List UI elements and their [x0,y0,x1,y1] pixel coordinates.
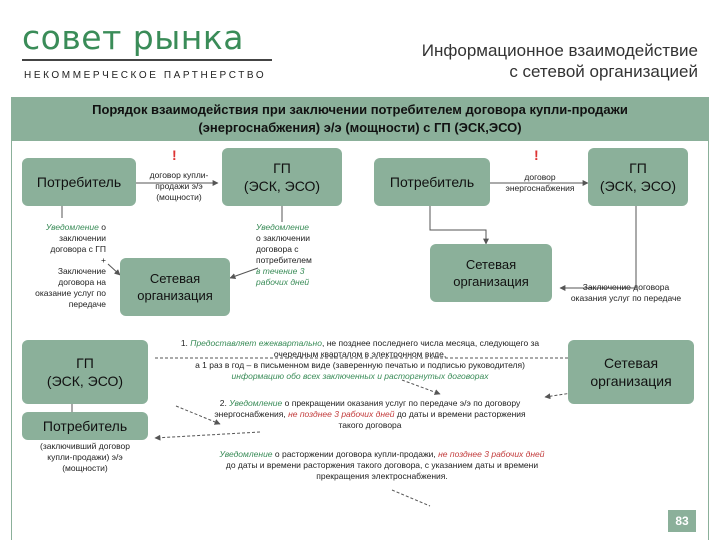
line-step3-bottom [392,490,430,506]
network-box-bottom: Сетевая организация [568,340,694,404]
page-title: Информационное взаимодействие с сетевой организацией [421,41,698,81]
gp-box-left: ГП (ЭСК, ЭСО) [222,148,342,206]
warning-mark-left: ! [172,147,177,163]
arrow-gp-to-network-right [560,206,636,288]
step2-text: 2. Уведомление о прекращении оказания услуг по передаче э/э по договору энергоснабжения, не позднее 3 рабочих дней до даты и времени расторжения такого договора [214,398,526,430]
arrow-step1 [402,380,440,394]
arrow-consumer-to-network-right [430,206,486,244]
gp-box-bottom: ГП (ЭСК, ЭСО) [22,340,148,404]
consumer-box-right: Потребитель [374,158,490,206]
logo-text: совет рынка [22,18,245,57]
page-number: 83 [668,510,696,532]
arrow-to-network-left [108,264,120,275]
transfer-label-right: Заключение договора оказания услуг по передаче [570,282,682,303]
network-box-right: Сетевая организация [430,244,552,302]
consumer-box-left: Потребитель [22,158,136,206]
network-box-left: Сетевая организация [120,258,230,316]
contract-label-right: договор энергоснабжения [505,172,575,193]
arrow-gp-to-network [230,268,258,278]
logo-subtitle: НЕКОММЕРЧЕСКОЕ ПАРТНЕРСТВО [24,70,267,81]
notice-left: Уведомление о заключении договора с ГП + Заключение договора на оказание услуг по передаче [35,222,106,309]
gp-box-right: ГП (ЭСК, ЭСО) [588,148,688,206]
notice-right-left-scheme: Уведомление о заключении договора с потребителем в течение 3 рабочих дней [256,222,312,287]
section-banner: Порядок взаимодействия при заключении потребителем договора купли-продажи (энергоснабжения) э/э (мощности) с ГП (ЭСК,ЭСО) [11,97,709,141]
contract-label-left: договор купли- продажи э/э (мощности) [149,170,209,202]
warning-mark-right: ! [534,147,539,163]
step1-text: 1. Предоставляет ежеквартально, не позднее последнего числа месяца, следующего за очередным кварталом в электронном виде, а 1 раз в год – в письменном виде (заверенную печатью и подписью руководителя) информацию обо всех заключенных и расторгнутых договорах [180,338,540,381]
arrow-step3 [155,432,260,438]
step3-text: Уведомление о расторжении договора купли-продажи, не позднее 3 рабочих дней до даты и времени расторжения такого договора, с указанием даты и времени прекращения электроснабжения. [219,449,545,481]
consumer-box-bottom: Потребитель [22,412,148,440]
consumer-note-bottom: (заключивший договор купли-продажи) э/э (мощности) [40,441,130,473]
